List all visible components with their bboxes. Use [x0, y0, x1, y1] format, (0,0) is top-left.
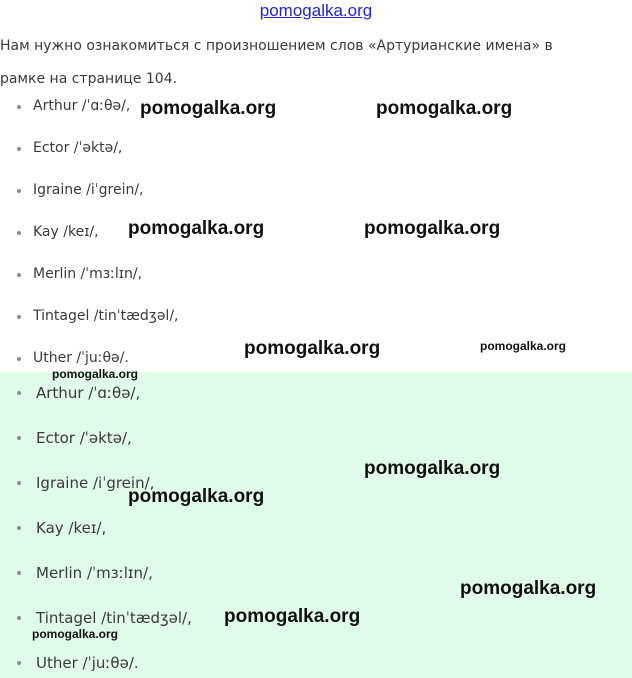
list-item-text: Merlin /ˈmɜːlɪn/,	[33, 266, 143, 282]
list-item-text: Igraine /iˈgrein/,	[36, 474, 155, 492]
list-item-text: Ector /ˈəktə/,	[36, 429, 132, 447]
list-item-text: Kay /keɪ/,	[36, 519, 107, 537]
bullet-icon	[17, 571, 21, 575]
list-item-text: Uther /ˈjuːθə/.	[36, 654, 139, 672]
list-item-text: Kay /keɪ/,	[33, 224, 99, 240]
bullet-icon	[17, 105, 21, 109]
list-item-text: Uther /ˈjuːθə/.	[33, 350, 129, 366]
watermark: pomogalka.org	[364, 218, 501, 239]
watermark: pomogalka.org	[32, 627, 119, 641]
list-item-text: Tintagel /tinˈtædʒəl/,	[36, 609, 192, 627]
bullet-icon	[17, 147, 21, 151]
bullet-icon	[17, 357, 21, 361]
bullet-icon	[17, 481, 21, 485]
watermark: pomogalka.org	[460, 578, 597, 599]
watermark: pomogalka.org	[140, 98, 277, 119]
bullet-icon	[17, 661, 21, 665]
list-item-text: Merlin /ˈmɜːlɪn/,	[36, 564, 153, 582]
watermark: pomogalka.org	[364, 458, 501, 479]
watermark: pomogalka.org	[244, 338, 381, 359]
watermark: pomogalka.org	[480, 339, 567, 353]
list-item-text: Ector /ˈəktə/,	[33, 140, 123, 156]
bullet-icon	[17, 391, 21, 395]
bullet-icon	[17, 436, 21, 440]
list-item-text: Igraine /iˈgrein/,	[33, 182, 144, 198]
bullet-icon	[17, 315, 21, 319]
list-item-text: Arthur /ˈɑːθə/,	[36, 384, 141, 402]
watermark: pomogalka.org	[52, 367, 139, 381]
site-header-link[interactable]: pomogalka.org	[259, 1, 373, 20]
watermark: pomogalka.org	[128, 218, 265, 239]
watermark: pomogalka.org	[128, 486, 265, 507]
bullet-icon	[17, 273, 21, 277]
list-item-text: Tintagel /tinˈtædʒəl/,	[33, 308, 179, 324]
bullet-icon	[17, 616, 21, 620]
intro-line-2: рамке на странице 104.	[0, 71, 178, 87]
intro-paragraph	[0, 30, 620, 96]
intro-line-1: Нам нужно ознакомиться с произношением слов «Артурианские имена» в	[0, 38, 553, 54]
watermark: pomogalka.org	[376, 98, 513, 119]
bullet-icon	[17, 526, 21, 530]
watermark: pomogalka.org	[224, 606, 361, 627]
bullet-icon	[17, 189, 21, 193]
list-item-text: Arthur /ˈɑːθə/,	[33, 98, 131, 114]
bullet-icon	[17, 231, 21, 235]
